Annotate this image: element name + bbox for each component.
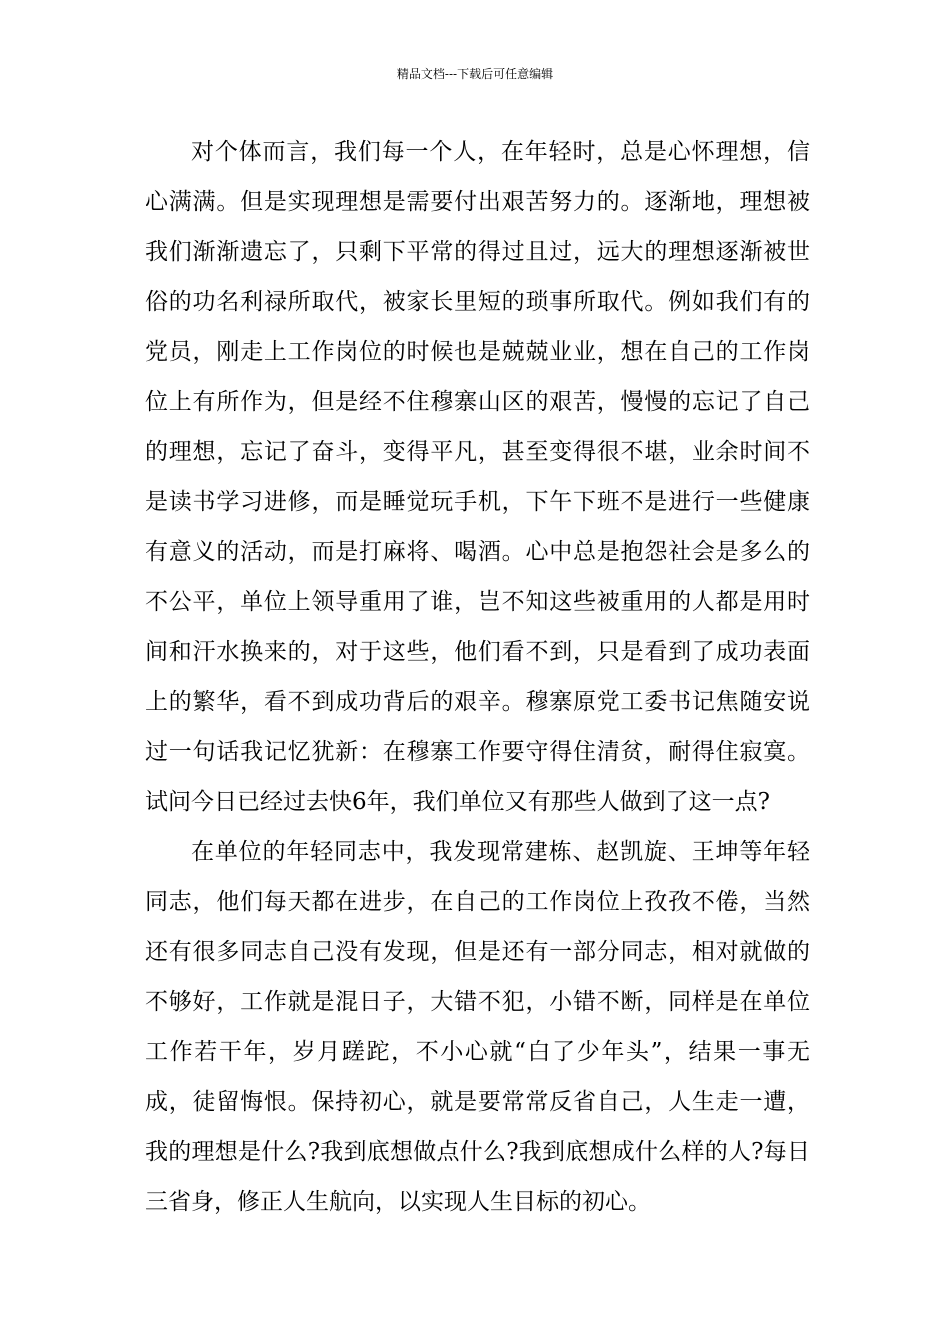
paragraph: 对个体而言，我们每一个人，在年轻时，总是心怀理想，信心满满。但是实现理想是需要付出艰苦努力的。逐渐地，理想被我们渐渐遗忘了，只剩下平常的得过且过，远大的理想逐渐被世俗的功名利禄所取代，被家长里短的琐事所取代。例如我们有的党员，刚走上工作岗位的时候也是兢兢业业，想在自己的工作岗位上有所作为，但是经不住穆寨山区的艰苦，慢慢的忘记了自己的理想，忘记了奋斗，变得平凡，甚至变得很不堪，业余时间不是读书学习进修，而是睡觉玩手机，下午下班不是进行一些健康有意义的活动，而是打麻将、喝酒。心中总是抱怨社会是多么的不公平，单位上领导重用了谁，岂不知这些被重用的人都是用时间和汗水换来的，对于这些，他们看不到，只是看到了成功表面上的繁华，看不到成功背后的艰辛。穆寨原党工委书记焦随安说过一句话我记忆犹新：在穆寨工作要守得住清贫，耐得住寂寞。试问今日已经过去快6年，我们单位又有那些人做到了这一点?	[145, 139, 810, 815]
paragraph: 在单位的年轻同志中，我发现常建栋、赵凯旋、王坤等年轻同志，他们每天都在进步，在自己的工作岗位上孜孜不倦，当然还有很多同志自己没有发现，但是还有一部分同志，相对就做的不够好，工作就是混日子，大错不犯，小错不断，同样是在单位工作若干年，岁月蹉跎，不小心就“白了少年头”，结果一事无成，徒留悔恨。保持初心，就是要常常反省自己，人生走一遭，我的理想是什么?我到底想做点什么?我到底想成什么样的人?每日三省身，修正人生航向，以实现人生目标的初心。	[145, 839, 810, 1215]
page-header: 精品文档---下载后可任意编辑	[396, 67, 554, 81]
document-body	[145, 127, 810, 1227]
